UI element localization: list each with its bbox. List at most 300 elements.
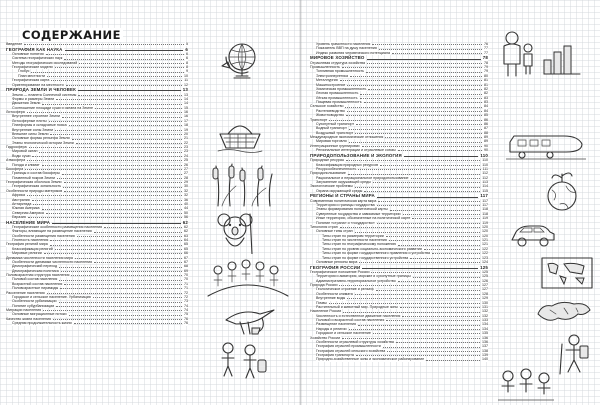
toc-page-number: 9: [186, 69, 188, 74]
toc-entry-title: Народы и религии: [316, 326, 347, 331]
toc-entry-title: Ориентирование на местности: [12, 82, 64, 87]
toc-page-number: 67: [184, 255, 188, 260]
toc-entry[interactable]: [310, 148, 488, 152]
toc-page-number: 138: [482, 348, 488, 353]
toc-entry-title: Внутреннее строение Земли: [12, 114, 60, 119]
toc-page-number: 125: [482, 269, 488, 274]
toc-entry-title: Географическое положение России: [310, 269, 370, 274]
toc-entry-title: География транспорта: [316, 353, 354, 357]
toc-page-number: 63: [184, 233, 188, 238]
toc-page-number: 64: [184, 238, 188, 243]
toc-page-number: 112: [482, 175, 488, 180]
toc-entry-title: Миграции населения: [6, 308, 42, 313]
toc-dot-leader: [347, 111, 482, 112]
toc-dot-leader: [24, 44, 184, 45]
toc-dot-leader: [44, 253, 182, 254]
toc-dot-leader: [355, 133, 482, 134]
toc-entry-title: Электроэнергетика: [316, 73, 349, 78]
toc-page-number: 76: [184, 321, 188, 326]
toc-entry-title: Мировая торговля: [316, 139, 347, 144]
toc-dot-leader: [386, 320, 480, 321]
toc-entry-title: Региональные интеграции и отраслевые союзы: [316, 148, 396, 153]
toc-dot-leader: [349, 129, 482, 130]
toc-dot-leader: [56, 306, 182, 307]
stork-icon: [222, 302, 278, 338]
toc-page-number: 62: [184, 224, 188, 229]
toc-page-number: 118: [482, 207, 488, 212]
toc-entry-title: Почвенный покров Земли: [12, 175, 55, 180]
toc-entry-title: Типы стран по географическому положению: [322, 242, 397, 247]
toc-page-number: 136: [482, 335, 488, 340]
toc-dot-leader: [342, 338, 480, 339]
toc-page-number: 76: [484, 42, 488, 46]
toc-entry-title: Глобус: [18, 69, 30, 74]
toc-page-number: 90: [484, 148, 488, 153]
toc-entry-title: Иные территории, обозначенные на политической карте: [316, 216, 411, 221]
toc-dot-leader: [39, 152, 182, 153]
toc-page-number: 5: [186, 42, 188, 46]
toc-entry[interactable]: [6, 42, 188, 46]
toc-dot-leader: [373, 333, 480, 334]
toc-entry-title: Расселение населения: [6, 290, 45, 295]
toc-dot-leader: [28, 217, 182, 218]
toc-dot-leader: [27, 195, 182, 196]
toc-dot-leader: [364, 191, 480, 192]
toc-page-number: 74: [184, 308, 188, 313]
toc-page-number: 119: [482, 220, 488, 225]
toc-entry-title: Топливная промышленность: [316, 69, 365, 74]
toc-page-number: 86: [484, 121, 488, 126]
toc-entry-title: Факторы, влияющие на размещение населения: [12, 229, 92, 234]
toc-page-number: 125: [480, 264, 488, 270]
toc-entry-title: Уровень грамотности населения: [316, 42, 371, 46]
toc-entry-title: Металлургия: [316, 78, 338, 83]
toc-page-number: 132: [482, 313, 488, 318]
toc-entry-title: Гидросфера: [6, 145, 27, 149]
toc-dot-leader: [42, 209, 183, 210]
toc-dot-leader: [410, 258, 480, 259]
toc-entry-title: Городское и сельское население: [316, 331, 371, 336]
toc-dot-leader: [376, 290, 480, 291]
toc-entry-title: Особенности динамики численности населения: [12, 259, 93, 264]
toc-dot-leader: [350, 76, 482, 77]
toc-dot-leader: [346, 115, 482, 116]
toc-page-number: 136: [482, 339, 488, 344]
toc-page-number: 84: [484, 104, 488, 109]
toc-dot-leader: [424, 249, 480, 250]
toc-entry-title: РЕГИОНЫ И СТРАНЫ МИРА: [310, 193, 375, 199]
toc-dot-leader: [413, 277, 480, 278]
toc-dot-leader: [390, 210, 481, 211]
toc-page-number: 14: [184, 96, 188, 101]
toc-page-number: 110: [482, 162, 488, 167]
toc-dot-leader: [71, 275, 182, 276]
toc-dot-leader: [46, 213, 182, 214]
toc-left-column: [6, 42, 188, 326]
toc-page-number: 121: [482, 242, 488, 247]
toc-page-number: 77: [484, 50, 488, 55]
toc-dot-leader: [403, 214, 481, 215]
toc-entry-title: География религий мира: [6, 242, 48, 247]
toc-page-number: 78: [482, 55, 488, 61]
toc-entry-title: Мировой океан: [12, 149, 38, 154]
toc-entry-title: План местности: [18, 73, 46, 78]
toc-entry-title: Средняя продолжительность жизни: [12, 321, 72, 326]
toc-entry-title: Демографическая политика: [12, 268, 59, 273]
toc-dot-leader: [432, 253, 480, 254]
tourist-icon: [556, 332, 594, 376]
toc-entry-title: Городское и сельское население. Урбанизация: [12, 294, 91, 299]
toc-dot-leader: [340, 227, 480, 228]
toc-dot-leader: [372, 44, 482, 45]
toc-dot-leader: [362, 268, 478, 269]
toc-entry-title: Внутренние воды: [316, 296, 346, 301]
toc-dot-leader: [57, 178, 182, 179]
toc-entry-title: Основные миграционные потоки: [12, 312, 67, 317]
toc-entry-title: Географическая оболочка Земли: [6, 180, 62, 184]
toc-page-number: 68: [184, 264, 188, 269]
toc-page-number: 128: [482, 291, 488, 296]
toc-entry-title: Формы и размеры Земли: [12, 96, 55, 101]
toc-dot-leader: [63, 187, 182, 188]
toc-entry-title: Современная политическая карта мира: [310, 198, 377, 203]
toc-entry-title: Половозрастные пирамиды: [12, 286, 59, 291]
toc-dot-leader: [47, 76, 182, 77]
toc-dot-leader: [64, 59, 184, 60]
toc-page-number: 72: [184, 294, 188, 299]
toc-dot-leader: [412, 218, 480, 219]
toc-dot-leader: [59, 302, 182, 303]
toc-dot-leader: [56, 99, 182, 100]
toc-entry-title: Этапы формирования политической карты: [316, 207, 388, 212]
toc-dot-leader: [94, 262, 182, 263]
toc-entry-title: ГЕОГРАФИЯ КАК НАУКА: [6, 46, 63, 52]
toc-entry-title: Показатель ВВП на душу населения: [316, 46, 377, 51]
toc-dot-leader: [355, 294, 480, 295]
toc-dot-leader: [411, 178, 481, 179]
toc-dot-leader: [104, 227, 182, 228]
toc-dot-leader: [29, 147, 182, 148]
toc-page-number: 129: [482, 296, 488, 301]
toc-entry-title: Географические модели: [12, 65, 53, 70]
toc-dot-leader: [32, 200, 182, 201]
toc-dot-leader: [358, 169, 480, 170]
toc-dot-leader: [400, 307, 480, 308]
toc-dot-leader: [55, 67, 184, 68]
toc-dot-leader: [404, 156, 478, 157]
toc-page-number: 113: [482, 180, 488, 184]
toc-dot-leader: [27, 160, 182, 161]
toc-page-number: 115: [482, 188, 488, 193]
toc-entry-title: Типы стран по численности населения: [322, 238, 387, 243]
toc-entry-title: Лёгкая промышленность: [316, 95, 358, 100]
toc-entry-title: Плотность населения: [12, 238, 49, 243]
toc-entry-title: Интеграционные группировки: [310, 143, 360, 148]
toc-page-number: 32: [184, 188, 188, 193]
toc-dot-leader: [66, 85, 182, 86]
toc-entry-title: Основные формы рельефа Земли: [12, 136, 70, 141]
toc-entry[interactable]: [310, 357, 488, 361]
toc-dot-leader: [77, 236, 182, 237]
toc-dot-leader: [55, 249, 182, 250]
toc-dot-leader: [367, 63, 482, 64]
toc-dot-leader: [377, 205, 481, 206]
toc-dot-leader: [65, 50, 184, 51]
toc-entry-title: Половозрастная структура населения: [6, 273, 70, 278]
toc-entry-title: Воздушный транспорт: [316, 130, 354, 135]
toc-page-number: 133: [482, 318, 488, 322]
toc-entry-title: Типы стран по форме государственного устройства: [322, 255, 409, 260]
toc-page-number: 10: [184, 73, 188, 78]
toc-entry-title: География отраслей сельского хозяйства: [316, 348, 386, 353]
toc-entry-title: Геологическое строение и рельеф: [316, 287, 374, 292]
toc-entry-title: Внешние силы Земли: [12, 131, 49, 136]
toc-page-number: 6: [186, 56, 188, 61]
toc-dot-leader: [50, 240, 182, 241]
toc-entry-title: Австралия: [12, 197, 30, 202]
toc-entry-title: Основные типы стран: [316, 229, 353, 234]
toc-page-number: 130: [482, 300, 488, 305]
toc-dot-leader: [50, 245, 182, 246]
toc-page-number: 71: [184, 281, 188, 286]
toc-entry-title: Экологические проблемы: [310, 184, 353, 189]
toc-page-number: 28: [184, 175, 188, 180]
toc-entry-title: Понятие субурбанизации: [12, 303, 55, 308]
toc-entry-title: Границы и состав биосферы: [12, 171, 60, 176]
toc-entry-title: Численность и естественное движение населения: [316, 313, 401, 318]
toc-dot-leader: [362, 146, 482, 147]
toc-entry-title: Биосфера: [6, 166, 24, 171]
toc-page-number: 86: [484, 117, 488, 122]
toc-page-number: 17: [184, 118, 188, 123]
toc-entry-title: Классификация природных ресурсов: [316, 162, 379, 167]
toc-dot-leader: [55, 130, 182, 131]
toc-dot-leader: [355, 187, 480, 188]
toc-page-number: 79: [484, 65, 488, 70]
toc-dot-leader: [348, 174, 480, 175]
toc-dot-leader: [402, 316, 480, 317]
toc-entry-title: Почвы: [316, 300, 327, 305]
toc-dot-leader: [373, 182, 480, 183]
toc-entry-title: Природно-хозяйственные зоны и экономическое районирование: [316, 357, 425, 362]
toc-dot-leader: [342, 67, 482, 68]
toc-dot-leader: [93, 297, 182, 298]
toc-page-number: 75: [184, 312, 188, 317]
toc-page-number: 23: [184, 145, 188, 149]
toc-dot-leader: [43, 310, 182, 311]
toc-page-number: 74: [184, 303, 188, 308]
toc-dot-leader: [74, 323, 182, 324]
toc-entry-title: Особенности урбанизации: [12, 299, 57, 304]
toc-entry-title: Загрязнение окружающей среды: [316, 180, 371, 184]
toc-entry-title: Лесная промышленность: [316, 91, 359, 96]
toc-entry-title: Особенности размещения населения: [12, 233, 75, 238]
toc-dot-leader: [356, 355, 480, 356]
toc-dot-leader: [345, 107, 482, 108]
toc-page-number: 27: [184, 171, 188, 176]
toc-page-number: 56: [184, 215, 188, 219]
toc-entry[interactable]: [6, 321, 188, 325]
toc-entry-title: Возрастной состав населения: [12, 281, 63, 286]
toc-dot-leader: [47, 293, 182, 294]
toc-dot-leader: [383, 347, 480, 348]
cartoon-people-icon: [498, 366, 554, 402]
toc-dot-leader: [377, 223, 481, 224]
toc-entry-title: Хозяйство России: [310, 335, 341, 340]
toc-entry-title: Особенности климата: [316, 291, 353, 296]
crowd-icon: [206, 256, 290, 298]
toc-page-number: 66: [184, 251, 188, 256]
toc-entry-title: Промышленность: [310, 65, 340, 70]
toc-entry[interactable]: [310, 260, 488, 264]
toc-entry-title: НАСЕЛЕНИЕ МИРА: [6, 219, 51, 225]
toc-entry-title: Индекс развития человеческого потенциала: [316, 50, 390, 55]
toc-dot-leader: [25, 169, 182, 170]
toc-entry-title: Растительный и животный мир. Природные зоны: [316, 304, 398, 309]
toc-page-number: 131: [482, 304, 488, 309]
kids-icon: [216, 340, 272, 380]
toc-dot-leader: [371, 272, 480, 273]
toc-entry-title: Атмосфера: [6, 158, 26, 163]
toc-entry-title: Водный транспорт: [316, 126, 347, 131]
koala-icon: [214, 210, 258, 254]
toc-entry-title: Введение: [6, 42, 23, 46]
toc-dot-leader: [398, 150, 482, 151]
toc-dot-leader: [62, 117, 182, 118]
toc-dot-leader: [368, 89, 482, 90]
toc-entry-title: Демографический переход: [12, 264, 58, 269]
toc-page-number: 70: [184, 277, 188, 282]
toc-entry-title: Понятие «страна» и «государство»: [316, 220, 375, 225]
toc-page-number: 112: [482, 171, 488, 176]
toc-entry-title: Природные ресурсы: [310, 158, 345, 163]
earth-plant-icon: [540, 170, 584, 214]
toc-page-number: 90: [484, 143, 488, 148]
toc-entry-title: Качество жизни населения: [6, 316, 51, 321]
toc-page-number: 70: [184, 273, 188, 278]
toc-dot-leader: [42, 165, 182, 166]
toc-page-number: 40: [184, 201, 188, 206]
toc-entry-title: Половой состав населения: [12, 277, 58, 282]
toc-page-number: 111: [482, 166, 488, 171]
toc-page-number: 25: [184, 158, 188, 163]
toc-entry-title: Воды суши: [12, 153, 31, 158]
toc-entry-title: Международные экономические отношения: [310, 135, 384, 140]
toc-page-number: 6: [186, 51, 188, 56]
toc-page-number: 62: [182, 219, 188, 225]
toc-page-number: 81: [484, 78, 488, 83]
toc-entry-title: Машиностроение: [316, 82, 346, 87]
toc-dot-leader: [32, 156, 182, 157]
toc-dot-leader: [64, 191, 182, 192]
toc-dot-leader: [379, 49, 482, 50]
toc-dot-leader: [378, 201, 480, 202]
toc-dot-leader: [50, 134, 182, 135]
toc-dot-leader: [392, 53, 482, 54]
toc-entry-title: Население России: [310, 309, 342, 314]
toc-entry[interactable]: [6, 215, 188, 219]
toc-page-number: 19: [184, 127, 188, 132]
page-title: СОДЕРЖАНИЕ: [22, 28, 121, 42]
toc-entry-title: Антарктида: [12, 201, 32, 206]
toc-page-number: 87: [484, 126, 488, 131]
toc-dot-leader: [59, 280, 182, 281]
toc-page-number: 23: [184, 149, 188, 154]
toc-page-number: 122: [482, 251, 488, 256]
toc-entry-title: Соотношение площади суши и океана на Земле: [12, 105, 93, 110]
toc-dot-leader: [42, 104, 182, 105]
toc-entry-title: Природопользование: [310, 171, 346, 176]
toc-dot-leader: [360, 98, 482, 99]
toc-entry-title: Сухопутный транспорт: [316, 121, 355, 126]
toc-entry-title: Административно-территориальное устройство: [316, 278, 396, 283]
toc-page-number: 117: [482, 198, 488, 203]
toc-page-number: 20: [184, 131, 188, 136]
toc-page-number: 62: [184, 229, 188, 234]
toc-page-number: 117: [482, 203, 488, 208]
toc-dot-leader: [377, 197, 478, 198]
toc-page-number: 126: [482, 278, 488, 283]
toc-dot-leader: [72, 139, 182, 140]
toc-entry-title: Размещение населения: [316, 322, 356, 327]
toc-entry-title: Географические особенности размещения населения: [12, 224, 103, 229]
toc-dot-leader: [349, 142, 482, 143]
toc-page-number: 15: [184, 105, 188, 110]
world-map-icon: [540, 256, 594, 290]
toc-entry-title: Территория и акватория, морские и сухопутные границы: [316, 274, 411, 279]
toc-dot-leader: [359, 262, 480, 263]
toc-page-number: 127: [482, 283, 488, 287]
toc-page-number: 16: [184, 114, 188, 119]
toc-page-number: 65: [184, 246, 188, 251]
toc-entry-title: Методы географических исследований: [12, 60, 78, 65]
toc-page-number: 82: [484, 91, 488, 96]
toc-dot-leader: [60, 288, 182, 289]
toc-dot-leader: [49, 121, 182, 122]
toc-page-number: 22: [184, 140, 188, 145]
toc-page-number: 24: [184, 153, 188, 158]
toc-entry-title: Географическая зональность: [12, 184, 62, 189]
toc-entry-title: Литосферные плиты: [12, 118, 47, 123]
toc-entry-title: Африка: [12, 193, 26, 198]
toc-page-number: 134: [482, 322, 488, 327]
toc-dot-leader: [78, 95, 182, 96]
toc-page-number: 110: [480, 152, 488, 158]
toc-page-number: 83: [484, 100, 488, 105]
toc-dot-leader: [329, 303, 480, 304]
toc-dot-leader: [64, 182, 182, 183]
toc-page-number: 14: [184, 101, 188, 106]
toc-page-number: 27: [184, 166, 188, 171]
car-icon: [510, 222, 556, 248]
toc-dot-leader: [79, 63, 184, 64]
toc-page-number: 83: [484, 95, 488, 100]
toc-entry-title: Литосфера: [6, 110, 25, 114]
toc-dot-leader: [347, 85, 482, 86]
toc-page-number: 137: [482, 344, 488, 349]
toc-dot-leader: [59, 267, 182, 268]
page-spread-fold: [299, 0, 302, 405]
toc-entry-title: Основные регионы мира: [316, 259, 358, 264]
toc-page-number: 73: [184, 299, 188, 304]
toc-entry-title: ПРИРОДОПОЛЬЗОВАНИЕ И ЭКОЛОГИЯ: [310, 152, 402, 158]
toc-dot-leader: [76, 143, 182, 144]
toc-dot-leader: [61, 271, 182, 272]
toc-page-number: 36: [184, 197, 188, 202]
toc-dot-leader: [396, 342, 480, 343]
toc-page-number: 135: [482, 331, 488, 336]
toc-dot-leader: [355, 232, 480, 233]
